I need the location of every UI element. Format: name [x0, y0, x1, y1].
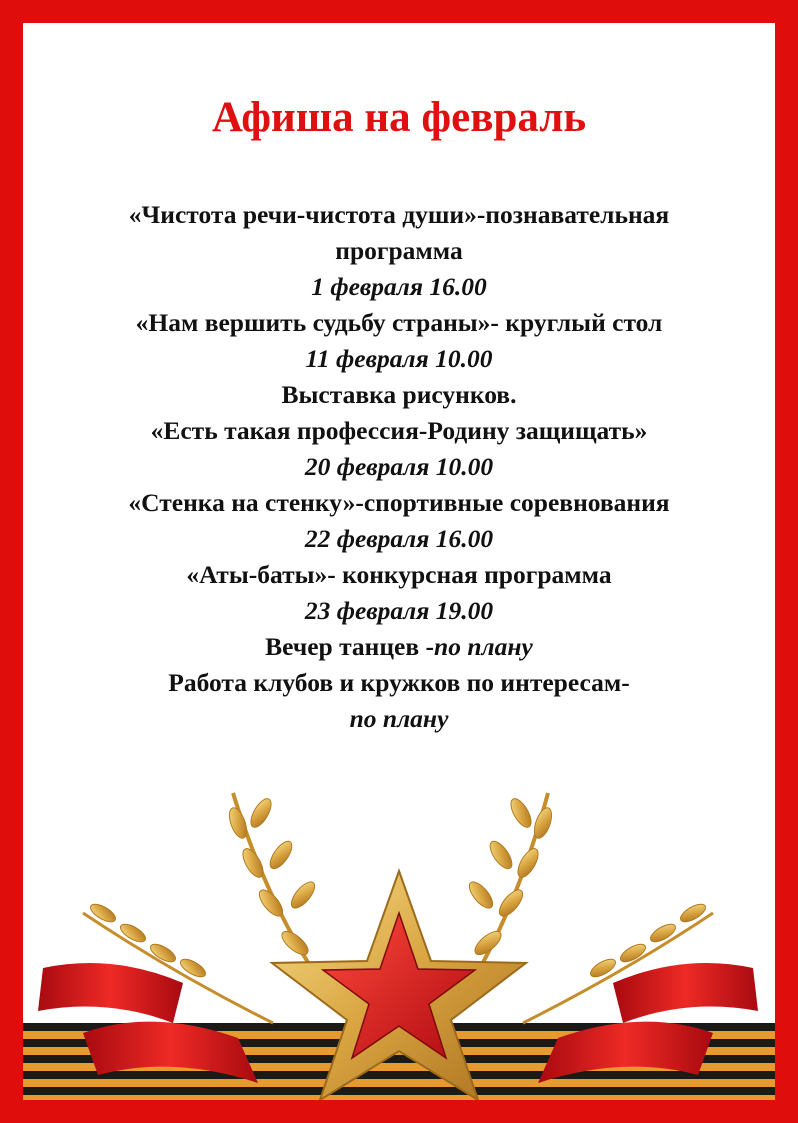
- event-name: «Аты-баты»- конкурсная программа: [186, 560, 612, 589]
- event-name: «Нам вершить судьбу страны»- круглый стол: [135, 308, 663, 337]
- extra-item: [23, 629, 775, 665]
- event-date: 1 февраля 16.00: [311, 272, 487, 301]
- extra-note: по плану: [349, 704, 449, 733]
- event-name: Выставка рисунков.: [281, 380, 517, 409]
- event-name: «Чистота речи-чистота души»-познавательная программа: [128, 200, 670, 265]
- event-name: «Стенка на стенку»-спортивные соревнования: [128, 488, 670, 517]
- page-title: Афиша на февраль: [211, 94, 587, 141]
- event-name: «Есть такая профессия-Родину защищать»: [150, 416, 648, 445]
- poster-body: [23, 23, 775, 1100]
- event-date: 23 февраля 19.00: [304, 596, 494, 625]
- extra-text: Работа клубов и кружков по интересам-: [168, 668, 630, 697]
- event-date: 20 февраля 10.00: [304, 452, 494, 481]
- victory-emblem: [23, 783, 775, 1100]
- extra-note: по плану: [434, 632, 533, 661]
- event-date: 22 февраля 16.00: [304, 524, 494, 553]
- events-list: [23, 197, 775, 737]
- extra-text: Вечер танцев -: [265, 632, 435, 661]
- event-date: 11 февраля 10.00: [305, 344, 493, 373]
